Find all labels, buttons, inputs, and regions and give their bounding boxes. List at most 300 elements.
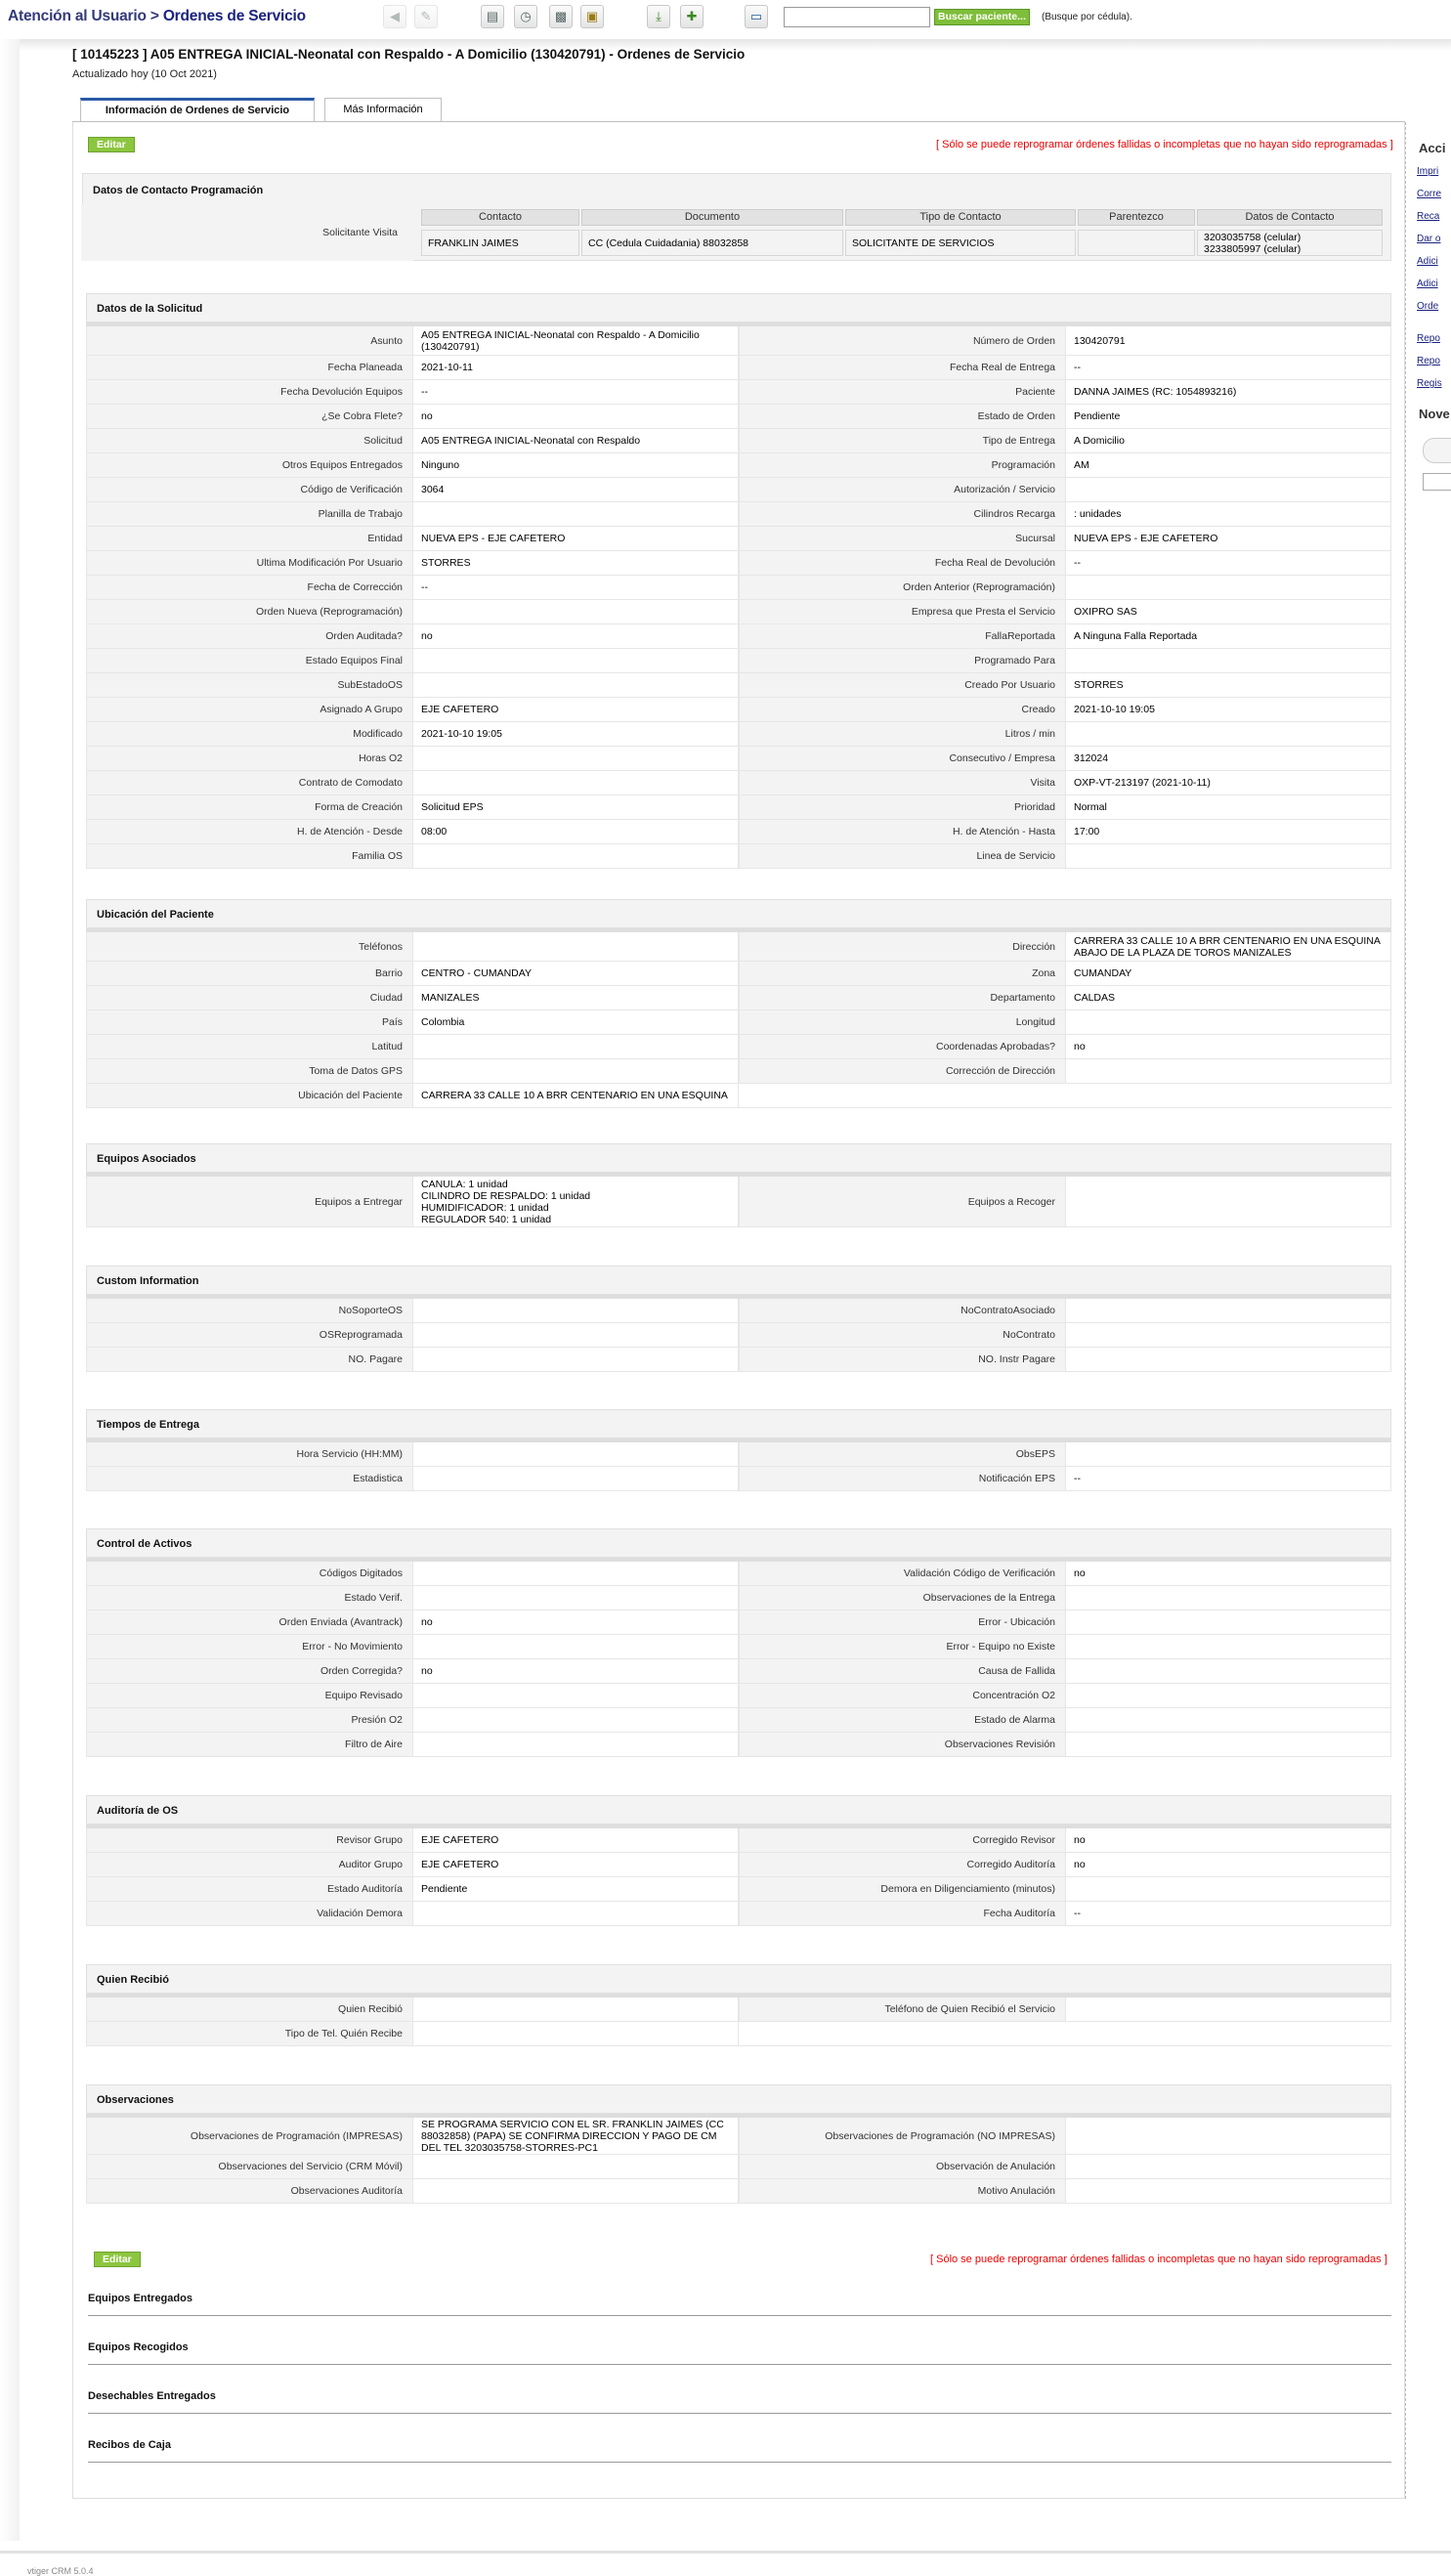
equipos-recogidos-section[interactable]: [88, 2336, 1391, 2365]
tiempos-section: [86, 1409, 1391, 1438]
field-label: Autorización / Servicio: [739, 478, 1065, 501]
field-label: Observaciones de Programación (NO IMPRESAS): [739, 2118, 1065, 2154]
report-link[interactable]: Regis: [1417, 378, 1442, 389]
field-label: Forma de Creación: [86, 795, 412, 819]
solicitud-row: [86, 527, 1391, 551]
field-value: --: [412, 576, 739, 599]
edit-icon[interactable]: ✎: [414, 5, 438, 28]
search-hint: (Busque por cédula).: [1042, 12, 1132, 22]
custom-row: [86, 1323, 1391, 1348]
field-value: [412, 1635, 739, 1658]
equipo-item: CILINDRO DE RESPALDO: 1 unidad: [421, 1189, 591, 1202]
field-label: Orden Nueva (Reprogramación): [86, 600, 412, 623]
field-value: [1065, 1059, 1391, 1083]
back-arrow-icon[interactable]: ◀: [383, 5, 406, 28]
action-link[interactable]: Adici: [1417, 279, 1438, 289]
subsection-title: Recibos de Caja: [88, 2439, 171, 2451]
subsection-title: Desechables Entregados: [88, 2390, 216, 2402]
contact-type: SOLICITANTE DE SERVICIOS: [845, 230, 1076, 256]
field-label: Fecha Devolución Equipos: [86, 380, 412, 404]
custom-rows: [86, 1299, 1391, 1372]
field-value: [412, 1708, 739, 1732]
field-label: Estado de Alarma: [739, 1708, 1065, 1732]
subsection-title: Equipos Recogidos: [88, 2341, 189, 2353]
export-icon[interactable]: ▩: [549, 5, 573, 28]
field-value: [412, 747, 739, 770]
field-label: Creado: [739, 698, 1065, 721]
control-row: [86, 1610, 1391, 1635]
field-value: 2021-10-11: [412, 356, 739, 379]
solicitud-row: [86, 502, 1391, 527]
equipo-item: REGULADOR 540: 1 unidad: [421, 1213, 552, 1225]
field-label: Validación Código de Verificación: [739, 1562, 1065, 1585]
field-label: Programación: [739, 453, 1065, 477]
field-value: [1065, 1997, 1391, 2021]
control-row: [86, 1708, 1391, 1733]
equipo-item: HUMIDIFICADOR: 1 unidad: [421, 1201, 549, 1214]
field-value: [412, 1733, 739, 1756]
field-label: Longitud: [739, 1010, 1065, 1034]
field-label: Observaciones Auditoría: [86, 2179, 412, 2203]
col-parentezco: Parentezco: [1078, 209, 1195, 226]
solicitud-row: [86, 478, 1391, 502]
search-button[interactable]: Buscar paciente...: [934, 9, 1030, 25]
field-value: [1065, 2118, 1391, 2154]
field-value: [1065, 576, 1391, 599]
field-label: Modificado: [86, 722, 412, 746]
field-value: [1065, 1684, 1391, 1707]
solicitud-row: [86, 624, 1391, 649]
field-value: [412, 1586, 739, 1610]
equipos-section: [86, 1143, 1391, 1173]
field-value: STORRES: [412, 551, 739, 575]
observaciones-row: [86, 2118, 1391, 2155]
field-label: Ciudad: [86, 986, 412, 1009]
field-label: Estadistica: [86, 1467, 412, 1490]
section-title: Equipos Asociados: [97, 1153, 196, 1165]
field-label: Barrio: [86, 962, 412, 985]
col-tipo-contacto: Tipo de Contacto: [845, 209, 1076, 226]
field-label: Notificación EPS: [739, 1467, 1065, 1490]
field-value: [412, 1442, 739, 1466]
field-label: H. de Atención - Hasta: [739, 820, 1065, 843]
solicitud-row: [86, 698, 1391, 722]
field-label: Causa de Fallida: [739, 1659, 1065, 1683]
field-value: no: [412, 405, 739, 428]
field-value: [1065, 1610, 1391, 1634]
field-value: --: [1065, 1467, 1391, 1490]
screen-icon[interactable]: ▭: [745, 5, 768, 28]
field-label: Fecha Real de Entrega: [739, 356, 1065, 379]
tab-more-info[interactable]: Más Información: [324, 98, 442, 122]
field-label: Validación Demora: [86, 1902, 412, 1925]
solicitud-row: [86, 771, 1391, 795]
equipos-recoger-label: Equipos a Recoger: [739, 1177, 1065, 1226]
recibio-row: [86, 2022, 1391, 2046]
field-value: [412, 1562, 739, 1585]
field-value: [1065, 844, 1391, 868]
solicitud-row: [86, 795, 1391, 820]
search-input[interactable]: [784, 7, 930, 27]
action-link[interactable]: Orde: [1417, 301, 1439, 312]
field-value: A05 ENTREGA INICIAL-Neonatal con Respaldo: [412, 429, 739, 452]
field-label: Paciente: [739, 380, 1065, 404]
novedades-bubble: [1423, 438, 1451, 463]
field-label: Código de Verificación: [86, 478, 412, 501]
recibos-caja-section[interactable]: [88, 2433, 1391, 2463]
field-label: Auditor Grupo: [86, 1853, 412, 1876]
solicitud-row: [86, 600, 1391, 624]
action-link[interactable]: Adici: [1417, 256, 1438, 267]
ubicacion-row: [86, 962, 1391, 986]
field-label: Consecutivo / Empresa: [739, 747, 1065, 770]
field-value: AM: [1065, 453, 1391, 477]
control-section: [86, 1528, 1391, 1558]
field-label: Códigos Digitados: [86, 1562, 412, 1585]
field-label: Litros / min: [739, 722, 1065, 746]
auditoria-row: [86, 1902, 1391, 1926]
desechables-section[interactable]: [88, 2384, 1391, 2414]
observaciones-row: [86, 2179, 1391, 2204]
ubicacion-section: [86, 899, 1391, 928]
field-label: Programado Para: [739, 649, 1065, 672]
control-row: [86, 1562, 1391, 1586]
field-value: Solicitud EPS: [412, 795, 739, 819]
field-label: NoContrato: [739, 1323, 1065, 1347]
field-value: --: [1065, 356, 1391, 379]
field-value: : unidades: [1065, 502, 1391, 526]
auditoria-row: [86, 1828, 1391, 1853]
field-value: [1065, 1733, 1391, 1756]
section-title: Auditoría de OS: [97, 1805, 179, 1817]
field-label: Error - Equipo no Existe: [739, 1635, 1065, 1658]
field-label: OSReprogramada: [86, 1323, 412, 1347]
field-label: Orden Enviada (Avantrack): [86, 1610, 412, 1634]
field-value: no: [412, 1659, 739, 1683]
field-label: Demora en Diligenciamiento (minutos): [739, 1877, 1065, 1901]
solicitud-section: [86, 293, 1391, 322]
equipos-entregados-section[interactable]: [88, 2287, 1391, 2316]
solicitud-row: [86, 380, 1391, 405]
field-label: Tipo de Entrega: [739, 429, 1065, 452]
field-value: [412, 1059, 739, 1083]
equipos-entregar-value: [412, 1177, 739, 1226]
field-label: Latitud: [86, 1035, 412, 1058]
field-value: EJE CAFETERO: [412, 698, 739, 721]
field-value: [1065, 1348, 1391, 1371]
clock-icon[interactable]: ◷: [514, 5, 537, 28]
action-link[interactable]: Reca: [1417, 211, 1440, 222]
field-label: Orden Corregida?: [86, 1659, 412, 1683]
field-label: Observación de Anulación: [739, 2155, 1065, 2178]
field-value: [412, 600, 739, 623]
field-value: [1065, 1659, 1391, 1683]
novedades-input[interactable]: [1423, 473, 1451, 491]
top-bar: [0, 0, 1451, 35]
field-value: --: [1065, 551, 1391, 575]
custom-row: [86, 1299, 1391, 1323]
field-value: STORRES: [1065, 673, 1391, 697]
field-label: Corrección de Dirección: [739, 1059, 1065, 1083]
field-value: OXIPRO SAS: [1065, 600, 1391, 623]
field-label: Toma de Datos GPS: [86, 1059, 412, 1083]
field-value: no: [412, 1610, 739, 1634]
field-label: Presión O2: [86, 1708, 412, 1732]
tab-info[interactable]: Información de Ordenes de Servicio: [80, 98, 315, 122]
field-label: Ubicación del Paciente: [86, 1084, 412, 1107]
field-label: Solicitud: [86, 429, 412, 452]
field-value: [412, 1467, 739, 1490]
recibio-row: [86, 1997, 1391, 2022]
section-title: Tiempos de Entrega: [97, 1419, 199, 1431]
solicitud-row: [86, 649, 1391, 673]
field-label: Teléfono de Quien Recibió el Servicio: [739, 1997, 1065, 2021]
field-value: OXP-VT-213197 (2021-10-11): [1065, 771, 1391, 794]
field-value: Normal: [1065, 795, 1391, 819]
calendar-icon[interactable]: ▤: [481, 5, 504, 28]
field-value: EJE CAFETERO: [412, 1853, 739, 1876]
field-value: [1065, 1323, 1391, 1347]
field-value: [412, 1684, 739, 1707]
field-value: [412, 1348, 739, 1371]
contact-row-label: Solicitante Visita: [81, 204, 413, 261]
field-value: [412, 1035, 739, 1058]
contact-relation: [1078, 230, 1195, 256]
field-label: Corregido Auditoría: [739, 1853, 1065, 1876]
field-value: [412, 649, 739, 672]
field-value: DANNA JAIMES (RC: 1054893216): [1065, 380, 1391, 404]
observaciones-section: [86, 2084, 1391, 2114]
field-value: Ninguno: [412, 453, 739, 477]
field-value: [412, 1323, 739, 1347]
field-value: A Ninguna Falla Reportada: [1065, 624, 1391, 648]
ubicacion-rows: [86, 932, 1391, 1108]
auditoria-section: [86, 1795, 1391, 1825]
field-label: Fecha Planeada: [86, 356, 412, 379]
control-row: [86, 1684, 1391, 1708]
field-value: NUEVA EPS - EJE CAFETERO: [1065, 527, 1391, 550]
equipo-item: CANULA: 1 unidad: [421, 1178, 508, 1190]
panel-divider: [1405, 122, 1406, 2499]
field-label: Estado Equipos Final: [86, 649, 412, 672]
auditoria-rows: [86, 1828, 1391, 1926]
solicitud-row: [86, 326, 1391, 356]
control-row: [86, 1635, 1391, 1659]
field-label: Error - No Movimiento: [86, 1635, 412, 1658]
report-link[interactable]: Repo: [1417, 356, 1440, 366]
auditoria-row: [86, 1853, 1391, 1877]
field-label: Fecha Real de Devolución: [739, 551, 1065, 575]
equipos-entregar-label: Equipos a Entregar: [86, 1177, 412, 1226]
field-label: Coordenadas Aprobadas?: [739, 1035, 1065, 1058]
section-title: Observaciones: [97, 2094, 174, 2106]
field-label: NoContratoAsociado: [739, 1299, 1065, 1322]
field-value: [412, 1902, 739, 1925]
ubicacion-row: [86, 1010, 1391, 1035]
subsection-title: Equipos Entregados: [88, 2293, 192, 2304]
field-value: 312024: [1065, 747, 1391, 770]
field-value: [1065, 1635, 1391, 1658]
field-label: Familia OS: [86, 844, 412, 868]
field-label: Horas O2: [86, 747, 412, 770]
action-link[interactable]: Dar o: [1417, 234, 1441, 244]
field-value: Pendiente: [1065, 405, 1391, 428]
ubicacion-row: [86, 1035, 1391, 1059]
edit-button-bottom[interactable]: Editar: [94, 2252, 141, 2267]
field-value: [1065, 478, 1391, 501]
contact-name: FRANKLIN JAIMES: [421, 230, 579, 256]
control-rows: [86, 1562, 1391, 1757]
field-label: Revisor Grupo: [86, 1828, 412, 1852]
solicitud-row: [86, 673, 1391, 698]
field-label: ¿Se Cobra Flete?: [86, 405, 412, 428]
field-label: Planilla de Trabajo: [86, 502, 412, 526]
section-title: Quien Recibió: [97, 1974, 169, 1986]
page-title: [ 10145223 ] A05 ENTREGA INICIAL-Neonatal con Respaldo - A Domicilio (130420791) - Ordenes de Servicio: [72, 47, 746, 62]
field-value: [412, 932, 739, 961]
field-label: Otros Equipos Entregados: [86, 453, 412, 477]
field-value: [1065, 1877, 1391, 1901]
action-link[interactable]: Impri: [1417, 166, 1439, 177]
field-label: Orden Anterior (Reprogramación): [739, 576, 1065, 599]
field-label: Observaciones Revisión: [739, 1733, 1065, 1756]
field-value: CENTRO - CUMANDAY: [412, 962, 739, 985]
field-value: 2021-10-10 19:05: [1065, 698, 1391, 721]
field-label: Empresa que Presta el Servicio: [739, 600, 1065, 623]
field-label: Observaciones de la Entrega: [739, 1586, 1065, 1610]
field-label: Asignado A Grupo: [86, 698, 412, 721]
field-label: Prioridad: [739, 795, 1065, 819]
field-label: Contrato de Comodato: [86, 771, 412, 794]
field-value: [412, 2022, 739, 2045]
custom-row: [86, 1348, 1391, 1372]
field-label: NoSoporteOS: [86, 1299, 412, 1322]
field-label: Quien Recibió: [86, 1997, 412, 2021]
footer-text: vtiger CRM 5.0.4: [27, 2566, 94, 2576]
report-link[interactable]: Repo: [1417, 333, 1440, 344]
field-label: Estado Verif.: [86, 1586, 412, 1610]
col-contacto: Contacto: [421, 209, 579, 226]
download-icon[interactable]: ⤓: [647, 5, 670, 28]
field-value: no: [1065, 1562, 1391, 1585]
field-label: Asunto: [86, 326, 412, 355]
novedades-title: Nove: [1419, 407, 1450, 421]
field-label: Teléfonos: [86, 932, 412, 961]
field-label: SubEstadoOS: [86, 673, 412, 697]
field-value: [412, 673, 739, 697]
field-value: [1065, 1010, 1391, 1034]
breadcrumb-main[interactable]: Atención al Usuario >: [8, 8, 159, 24]
footer: [0, 2551, 1451, 2576]
field-value: CARRERA 33 CALLE 10 A BRR CENTENARIO EN UNA ESQUINA: [412, 1084, 739, 1107]
custom-section: [86, 1266, 1391, 1295]
tiempos-rows: [86, 1442, 1391, 1491]
solicitud-row: [86, 820, 1391, 844]
section-title: Custom Information: [97, 1275, 199, 1287]
solicitud-row: [86, 551, 1391, 576]
field-value: Pendiente: [412, 1877, 739, 1901]
section-title: Datos de la Solicitud: [97, 303, 203, 315]
solicitud-row: [86, 747, 1391, 771]
field-value: [412, 2179, 739, 2203]
field-value: no: [1065, 1828, 1391, 1852]
breadcrumb: [8, 8, 306, 25]
field-value: 2021-10-10 19:05: [412, 722, 739, 746]
section-title: Ubicación del Paciente: [97, 909, 214, 921]
field-value: 3064: [412, 478, 739, 501]
add-icon[interactable]: ✚: [680, 5, 704, 28]
field-label: Dirección: [739, 932, 1065, 961]
recibio-rows: [86, 1997, 1391, 2046]
field-label: Tipo de Tel. Quién Recibe: [86, 2022, 412, 2045]
solicitud-row: [86, 722, 1391, 747]
field-label: ObsEPS: [739, 1442, 1065, 1466]
field-value: [1065, 1442, 1391, 1466]
edit-button[interactable]: Editar: [88, 137, 135, 152]
field-label: Departamento: [739, 986, 1065, 1009]
field-label: Zona: [739, 962, 1065, 985]
field-value: 130420791: [1065, 326, 1391, 355]
field-label: Número de Orden: [739, 326, 1065, 355]
field-value: [1065, 722, 1391, 746]
field-label: Concentración O2: [739, 1684, 1065, 1707]
ubicacion-row: [86, 986, 1391, 1010]
action-link[interactable]: Corre: [1417, 189, 1442, 199]
field-value: [412, 502, 739, 526]
field-value: A Domicilio: [1065, 429, 1391, 452]
field-label: País: [86, 1010, 412, 1034]
observaciones-rows: [86, 2118, 1391, 2204]
auditoria-row: [86, 1877, 1391, 1902]
ubicacion-row: [86, 1059, 1391, 1084]
field-label: Equipo Revisado: [86, 1684, 412, 1707]
field-value: MANIZALES: [412, 986, 739, 1009]
control-row: [86, 1586, 1391, 1610]
col-datos-contacto: Datos de Contacto: [1197, 209, 1383, 226]
field-label: Orden Auditada?: [86, 624, 412, 648]
field-label: H. de Atención - Desde: [86, 820, 412, 843]
import-icon[interactable]: ▣: [580, 5, 604, 28]
solicitud-row: [86, 405, 1391, 429]
breadcrumb-sub[interactable]: Ordenes de Servicio: [162, 8, 306, 24]
field-value: --: [412, 380, 739, 404]
field-label: Linea de Servicio: [739, 844, 1065, 868]
field-value: SE PROGRAMA SERVICIO CON EL SR. FRANKLIN JAIMES (CC 88032858) (PAPA) SE CONFIRMA DIRECCION Y PAGO DE CM DEL TEL 3203035758-STORRES-PC1: [412, 2118, 739, 2154]
field-value: [1065, 1586, 1391, 1610]
field-value: [412, 844, 739, 868]
solicitud-row: [86, 429, 1391, 453]
field-label: Estado de Orden: [739, 405, 1065, 428]
ubicacion-row: [86, 1084, 1391, 1108]
reprogram-warning-bottom: [ Sólo se puede reprogramar órdenes fallidas o incompletas que no hayan sido reprogramadas ]: [930, 2254, 1387, 2265]
field-value: NUEVA EPS - EJE CAFETERO: [412, 527, 739, 550]
section-title: Control de Activos: [97, 1538, 192, 1550]
field-label: Creado Por Usuario: [739, 673, 1065, 697]
reprogram-warning: [ Sólo se puede reprogramar órdenes fallidas o incompletas que no hayan sido reprogramadas ]: [936, 139, 1393, 150]
field-label: Fecha de Corrección: [86, 576, 412, 599]
ubicacion-row: [86, 932, 1391, 962]
field-label: FallaReportada: [739, 624, 1065, 648]
actions-title: Acci: [1419, 141, 1446, 155]
field-value: no: [412, 624, 739, 648]
left-shade: [0, 39, 20, 2541]
field-value: no: [1065, 1035, 1391, 1058]
tiempos-row: [86, 1467, 1391, 1491]
field-label: Motivo Anulación: [739, 2179, 1065, 2203]
field-value: [1065, 649, 1391, 672]
field-value: [412, 2155, 739, 2178]
field-value: CALDAS: [1065, 986, 1391, 1009]
